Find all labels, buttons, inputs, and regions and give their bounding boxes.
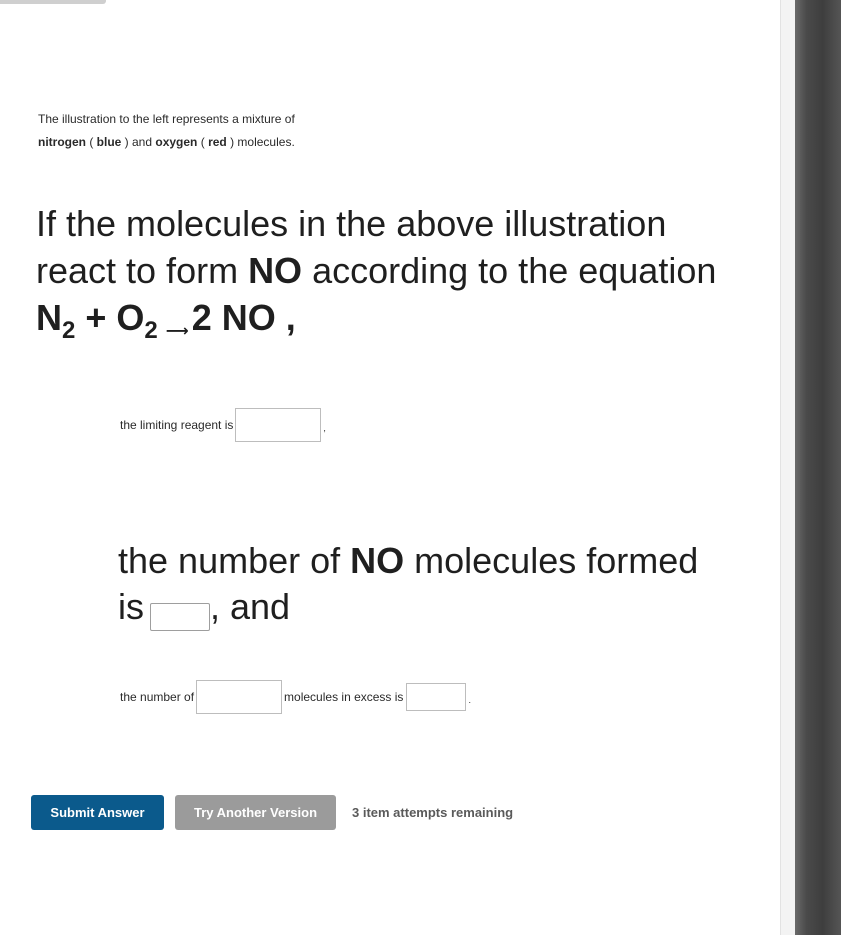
eq-n: N xyxy=(36,297,62,338)
scrollbar-gutter[interactable] xyxy=(780,0,796,935)
limiting-reagent-label: the limiting reagent is xyxy=(120,418,234,432)
blue-label: blue xyxy=(96,135,122,149)
try-another-version-button[interactable]: Try Another Version xyxy=(175,795,336,830)
intro-paren-3: ( xyxy=(197,135,209,149)
top-tab xyxy=(0,0,106,4)
reaction-arrow-icon: ⟶ xyxy=(165,323,188,340)
submit-answer-button[interactable]: Submit Answer xyxy=(31,795,164,830)
window-edge xyxy=(795,0,841,935)
no-formed-line-1 xyxy=(118,538,738,584)
no-formed-bold: NO xyxy=(350,540,405,581)
no-formed-line-2 xyxy=(118,584,738,631)
no-molecules-formed-input[interactable] xyxy=(150,603,210,631)
excess-label-mid: molecules in excess is xyxy=(284,690,404,704)
question-line-2-pre: react to form xyxy=(36,250,249,291)
question-line-2-post: according to the equation xyxy=(302,250,717,291)
attempts-remaining-text: 3 item attempts remaining xyxy=(352,805,514,820)
question-line-2 xyxy=(36,247,756,294)
oxygen-label: oxygen xyxy=(155,135,198,149)
intro-line-1: The illustration to the left represents a mixture of xyxy=(38,112,295,126)
excess-species-input[interactable] xyxy=(196,680,282,714)
intro-text xyxy=(38,108,295,154)
no-formed-is: is xyxy=(118,586,144,627)
intro-paren-4: ) molecules. xyxy=(226,135,295,149)
question-line-1: If the molecules in the above illustration xyxy=(36,203,667,244)
intro-paren-2: ) and xyxy=(121,135,156,149)
chemical-equation xyxy=(36,294,756,349)
no-formed-post: molecules formed xyxy=(404,540,699,581)
limiting-reagent-input[interactable] xyxy=(235,408,321,442)
excess-trailing: . xyxy=(468,695,471,705)
red-label: red xyxy=(208,135,227,149)
excess-count-input[interactable] xyxy=(406,683,466,711)
eq-o-subscript: 2 xyxy=(144,317,158,344)
limiting-reagent-line xyxy=(120,408,326,442)
intro-paren-1: ( xyxy=(86,135,97,149)
eq-plus-o: + O xyxy=(75,297,145,338)
question-no-bold: NO xyxy=(248,250,303,291)
no-formed-text xyxy=(118,538,738,631)
no-formed-trailing: , and xyxy=(210,586,291,627)
question-text xyxy=(36,200,756,349)
intro-line-2 xyxy=(38,131,295,154)
excess-line xyxy=(120,680,471,714)
no-formed-pre: the number of xyxy=(118,540,351,581)
nitrogen-label: nitrogen xyxy=(38,135,86,149)
excess-label-pre: the number of xyxy=(120,690,195,704)
eq-comma: , xyxy=(275,297,296,338)
eq-product: 2 NO xyxy=(191,297,276,338)
limiting-reagent-trailing: , xyxy=(323,423,326,433)
eq-n-subscript: 2 xyxy=(62,317,76,344)
